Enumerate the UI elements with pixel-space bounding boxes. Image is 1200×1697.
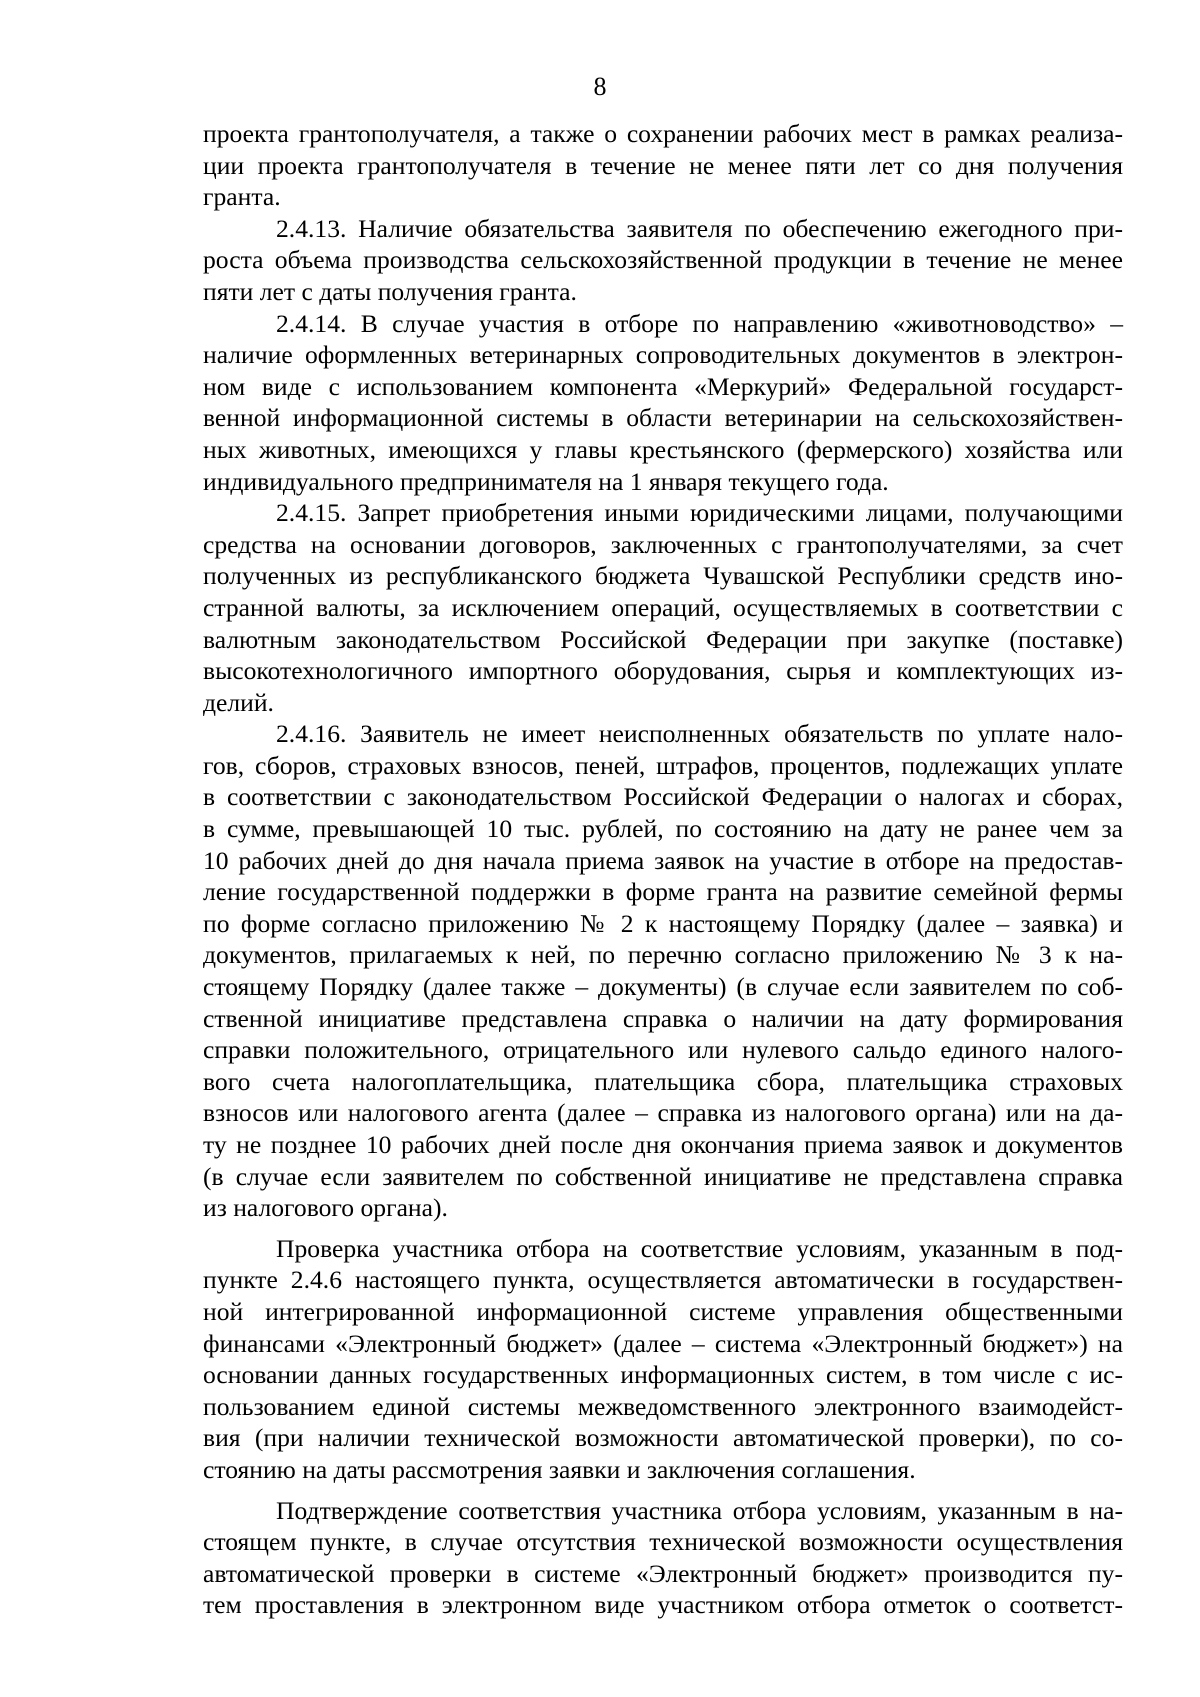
- text-line: индивидуального предпринимателя на 1 января текущего года.: [203, 466, 889, 496]
- text-line: ных животных, имеющихся у главы крестьянского (фермерского) хозяйства или: [203, 434, 1123, 464]
- text-line: пункте 2.4.6 настоящего пункта, осуществляется автоматически в государствен-: [203, 1265, 1123, 1295]
- text-line: ление государственной поддержки в форме гранта на развитие семейной фермы: [203, 877, 1123, 907]
- text-line: справки положительного, отрицательного или нулевого сальдо единого налого-: [203, 1035, 1123, 1065]
- text-line: тем проставления в электронном виде участником отбора отметок о соответст-: [203, 1590, 1123, 1620]
- text-line: по форме согласно приложению № 2 к настоящему Порядку (далее – заявка) и: [203, 908, 1123, 938]
- paragraph: [203, 718, 1123, 1224]
- text-line: пользованием единой системы межведомственного электронного взаимодейст-: [203, 1391, 1123, 1421]
- text-line: ной интегрированной информационной системе управления общественными: [203, 1296, 1123, 1326]
- text-line: 2.4.15. Запрет приобретения иными юридическими лицами, получающими: [276, 498, 1123, 528]
- text-line: валютным законодательством Российской Федерации при закупке (поставке): [203, 624, 1123, 654]
- text-line: 2.4.16. Заявитель не имеет неисполненных обязательств по уплате нало-: [276, 719, 1123, 749]
- text-line: ту не позднее 10 рабочих дней после дня окончания приема заявок и документов: [203, 1130, 1123, 1159]
- paragraph: [203, 1495, 1123, 1621]
- text-line: ном виде с использованием компонента «Меркурий» Федеральной государст-: [203, 371, 1123, 401]
- text-line: ственной инициативе представлена справка о наличии на дату формирования: [203, 1003, 1123, 1033]
- text-line: 2.4.14. В случае участия в отборе по направлению «животноводство» –: [276, 308, 1123, 338]
- text-line: пяти лет с даты получения гранта.: [203, 276, 577, 306]
- text-line: Проверка участника отбора на соответствие условиям, указанным в под-: [276, 1233, 1123, 1263]
- text-line: вия (при наличии технической возможности автоматической проверки), по со-: [203, 1423, 1123, 1453]
- paragraph: [203, 118, 1123, 213]
- text-line: вого счета налогоплательщика, плательщика сбора, плательщика страховых: [203, 1066, 1123, 1096]
- text-line: автоматической проверки в системе «Электронный бюджет» производится пу-: [203, 1558, 1123, 1588]
- text-line: гранта.: [203, 182, 281, 212]
- text-line: венной информационной системы в области ветеринарии на сельскохозяйствен-: [203, 403, 1123, 433]
- text-line: наличие оформленных ветеринарных сопроводительных документов в электрон-: [203, 340, 1123, 370]
- page-number: 8: [593, 72, 607, 101]
- text-line: высокотехнологичного импортного оборудования, сырья и комплектующих из-: [203, 656, 1123, 686]
- text-line: делий.: [203, 687, 274, 717]
- text-line: 2.4.13. Наличие обязательства заявителя по обеспечению ежегодного при-: [276, 213, 1123, 243]
- text-line: взносов или налогового агента (далее – справка из налогового органа) или на да-: [203, 1098, 1123, 1128]
- text-line: (в случае если заявителем по собственной инициативе не представлена справка: [203, 1161, 1123, 1191]
- text-line: роста объема производства сельскохозяйственной продукции в течение не менее: [203, 245, 1123, 275]
- text-line: средства на основании договоров, заключенных с грантополучателями, за счет: [203, 529, 1123, 559]
- text-line: проекта грантополучателя, а также о сохранении рабочих мест в рамках реализа-: [203, 119, 1123, 148]
- paragraph: [203, 1233, 1123, 1486]
- text-line: 10 рабочих дней до дня начала приема заявок на участие в отборе на предостав-: [203, 845, 1123, 875]
- paragraph-spacer: [203, 1224, 1123, 1233]
- text-line: ции проекта грантополучателя в течение не менее пяти лет со дня получения: [203, 150, 1123, 180]
- paragraph-spacer: [203, 1486, 1123, 1495]
- text-line: стоящему Порядку (далее также – документы) (в случае если заявителем по соб-: [203, 972, 1123, 1002]
- paragraph: [203, 308, 1123, 498]
- text-line: полученных из республиканского бюджета Чувашской Республики средств ино-: [203, 561, 1123, 591]
- text-line: стоящем пункте, в случае отсутствия технической возможности осуществления: [203, 1527, 1123, 1557]
- document-body: [203, 118, 1123, 1621]
- paragraph: [203, 497, 1123, 718]
- text-line: Подтверждение соответствия участника отбора условиям, указанным в на-: [276, 1495, 1123, 1525]
- text-line: в соответствии с законодательством Российской Федерации о налогах и сборах,: [203, 782, 1123, 812]
- text-line: основании данных государственных информационных систем, в том числе с ис-: [203, 1360, 1123, 1390]
- text-line: из налогового органа).: [203, 1193, 448, 1223]
- text-line: в сумме, превышающей 10 тыс. рублей, по состоянию на дату не ранее чем за: [203, 814, 1123, 844]
- text-line: гов, сборов, страховых взносов, пеней, штрафов, процентов, подлежащих уплате: [203, 750, 1123, 780]
- text-line: финансами «Электронный бюджет» (далее – система «Электронный бюджет») на: [203, 1328, 1123, 1358]
- text-line: документов, прилагаемых к ней, по перечню согласно приложению № 3 к на-: [203, 940, 1123, 970]
- paragraph: [203, 213, 1123, 308]
- text-line: стоянию на даты рассмотрения заявки и заключения соглашения.: [203, 1454, 916, 1484]
- text-line: странной валюты, за исключением операций, осуществляемых в соответствии с: [203, 592, 1123, 622]
